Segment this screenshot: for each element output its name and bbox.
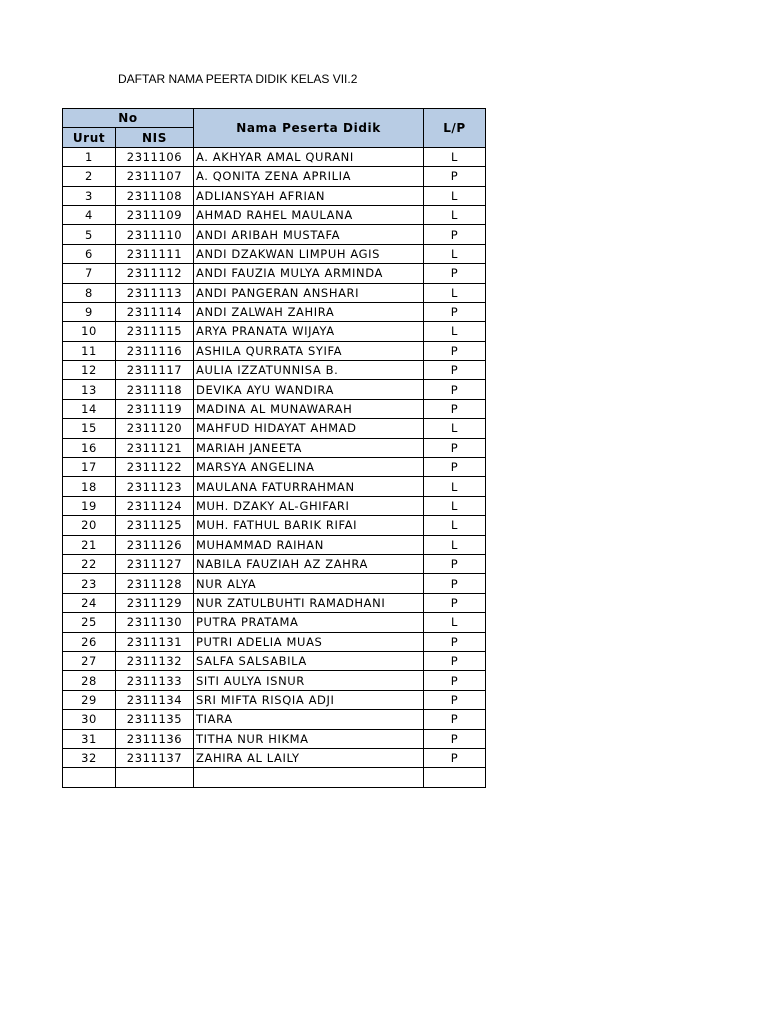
row-nis: 2311112 [116,264,194,283]
table-row [63,729,486,748]
table-row [63,264,486,283]
table-row [63,205,486,224]
row-lp: P [424,438,486,457]
row-nis: 2311128 [116,574,194,593]
row-nis: 2311109 [116,205,194,224]
row-lp: P [424,167,486,186]
table-row [63,380,486,399]
row-nis: 2311130 [116,613,194,632]
row-urut: 30 [63,710,116,729]
row-nis [116,768,194,787]
row-urut: 1 [63,147,116,166]
row-urut: 20 [63,516,116,535]
table-row [63,768,486,787]
row-nis: 2311125 [116,516,194,535]
row-nama: TITHA NUR HIKMA [194,729,424,748]
row-lp: P [424,302,486,321]
row-urut: 13 [63,380,116,399]
row-urut: 24 [63,593,116,612]
row-nama: SALFA SALSABILA [194,651,424,670]
row-lp: L [424,613,486,632]
row-lp: P [424,361,486,380]
row-nama: MARIAH JANEETA [194,438,424,457]
row-nama: A. AKHYAR AMAL QURANI [194,147,424,166]
row-lp [424,768,486,787]
row-nama: SITI AULYA ISNUR [194,671,424,690]
row-nama: ANDI DZAKWAN LIMPUH AGIS [194,244,424,263]
row-nis: 2311122 [116,458,194,477]
table-row [63,399,486,418]
table-row [63,690,486,709]
row-nama: DEVIKA AYU WANDIRA [194,380,424,399]
row-lp: P [424,264,486,283]
row-nis: 2311108 [116,186,194,205]
row-nis: 2311121 [116,438,194,457]
row-nama: AHMAD RAHEL MAULANA [194,205,424,224]
row-lp: P [424,729,486,748]
row-urut: 5 [63,225,116,244]
row-urut: 22 [63,554,116,573]
table-row [63,322,486,341]
row-urut: 12 [63,361,116,380]
row-lp: P [424,554,486,573]
table-header [63,109,486,148]
row-nis: 2311120 [116,419,194,438]
row-urut: 14 [63,399,116,418]
row-nis: 2311114 [116,302,194,321]
table-row [63,458,486,477]
row-nis: 2311119 [116,399,194,418]
row-nama: NUR ZATULBUHTI RAMADHANI [194,593,424,612]
row-lp: L [424,419,486,438]
table-row [63,613,486,632]
row-lp: L [424,322,486,341]
row-nama: MUHAMMAD RAIHAN [194,535,424,554]
row-lp: L [424,186,486,205]
row-urut: 17 [63,458,116,477]
row-nis: 2311132 [116,651,194,670]
table-row [63,361,486,380]
row-nis: 2311133 [116,671,194,690]
table-row [63,147,486,166]
row-nis: 2311107 [116,167,194,186]
header-urut: Urut [63,128,116,147]
row-urut: 32 [63,748,116,767]
row-nama: NUR ALYA [194,574,424,593]
row-nis: 2311135 [116,710,194,729]
row-nis: 2311126 [116,535,194,554]
row-lp: P [424,380,486,399]
row-lp: P [424,710,486,729]
row-nama: MADINA AL MUNAWARAH [194,399,424,418]
row-nama: MARSYA ANGELINA [194,458,424,477]
row-lp: P [424,651,486,670]
table-row [63,710,486,729]
row-lp: P [424,748,486,767]
row-lp: L [424,535,486,554]
row-nis: 2311136 [116,729,194,748]
table-body [63,147,486,787]
table-row [63,651,486,670]
row-urut: 29 [63,690,116,709]
row-nama: PUTRI ADELIA MUAS [194,632,424,651]
row-urut: 10 [63,322,116,341]
table-row [63,244,486,263]
table-row [63,302,486,321]
row-nama: NABILA FAUZIAH AZ ZAHRA [194,554,424,573]
row-lp: L [424,147,486,166]
row-nis: 2311137 [116,748,194,767]
table-row [63,496,486,515]
row-nis: 2311118 [116,380,194,399]
row-nis: 2311131 [116,632,194,651]
row-urut: 4 [63,205,116,224]
row-nama: MUH. DZAKY AL-GHIFARI [194,496,424,515]
row-nama: SRI MIFTA RISQIA ADJI [194,690,424,709]
row-nis: 2311123 [116,477,194,496]
row-nis: 2311129 [116,593,194,612]
header-lp: L/P [424,109,486,148]
row-lp: P [424,690,486,709]
row-lp: P [424,632,486,651]
row-lp: P [424,399,486,418]
row-nis: 2311111 [116,244,194,263]
row-nis: 2311124 [116,496,194,515]
row-nis: 2311115 [116,322,194,341]
row-urut: 15 [63,419,116,438]
row-nama: ZAHIRA AL LAILY [194,748,424,767]
row-lp: P [424,593,486,612]
row-nama: ANDI ZALWAH ZAHIRA [194,302,424,321]
table-row [63,225,486,244]
row-nama: AULIA IZZATUNNISA B. [194,361,424,380]
row-urut: 16 [63,438,116,457]
row-nis: 2311117 [116,361,194,380]
row-nama: MAULANA FATURRAHMAN [194,477,424,496]
row-urut: 11 [63,341,116,360]
row-nama: ANDI ARIBAH MUSTAFA [194,225,424,244]
row-nama: ANDI FAUZIA MULYA ARMINDA [194,264,424,283]
row-urut: 21 [63,535,116,554]
row-urut: 3 [63,186,116,205]
row-urut: 9 [63,302,116,321]
row-nama: ADLIANSYAH AFRIAN [194,186,424,205]
row-nama: ANDI PANGERAN ANSHARI [194,283,424,302]
row-urut: 23 [63,574,116,593]
table-row [63,477,486,496]
row-urut: 27 [63,651,116,670]
table-row [63,632,486,651]
header-nama: Nama Peserta Didik [194,109,424,148]
row-lp: L [424,496,486,515]
header-no: No [63,109,194,128]
row-lp: P [424,574,486,593]
row-nama: ARYA PRANATA WIJAYA [194,322,424,341]
row-nama: MUH. FATHUL BARIK RIFAI [194,516,424,535]
header-nis: NIS [116,128,194,147]
row-lp: L [424,477,486,496]
table-row [63,671,486,690]
table-row [63,516,486,535]
table-row [63,535,486,554]
row-nis: 2311110 [116,225,194,244]
row-urut: 26 [63,632,116,651]
row-urut: 25 [63,613,116,632]
row-nis: 2311106 [116,147,194,166]
row-nama: PUTRA PRATAMA [194,613,424,632]
row-urut: 6 [63,244,116,263]
row-urut: 28 [63,671,116,690]
row-lp: P [424,671,486,690]
row-nama: ASHILA QURRATA SYIFA [194,341,424,360]
row-urut: 31 [63,729,116,748]
row-lp: L [424,283,486,302]
row-urut [63,768,116,787]
table-row [63,593,486,612]
table-row [63,438,486,457]
document-title: DAFTAR NAMA PEERTA DIDIK KELAS VII.2 [118,72,358,86]
row-urut: 18 [63,477,116,496]
table-row [63,748,486,767]
table-row [63,574,486,593]
row-nis: 2311134 [116,690,194,709]
table-row [63,419,486,438]
row-urut: 7 [63,264,116,283]
student-table [62,108,486,788]
table-row [63,341,486,360]
row-lp: L [424,244,486,263]
row-urut: 8 [63,283,116,302]
row-nis: 2311113 [116,283,194,302]
row-urut: 19 [63,496,116,515]
row-nis: 2311116 [116,341,194,360]
row-lp: L [424,516,486,535]
table-row [63,167,486,186]
row-nama [194,768,424,787]
row-urut: 2 [63,167,116,186]
row-nis: 2311127 [116,554,194,573]
row-nama: A. QONITA ZENA APRILIA [194,167,424,186]
row-lp: L [424,205,486,224]
row-lp: P [424,225,486,244]
row-lp: P [424,341,486,360]
row-nama: MAHFUD HIDAYAT AHMAD [194,419,424,438]
row-nama: TIARA [194,710,424,729]
table-row [63,283,486,302]
row-lp: P [424,458,486,477]
table-row [63,186,486,205]
table-row [63,554,486,573]
